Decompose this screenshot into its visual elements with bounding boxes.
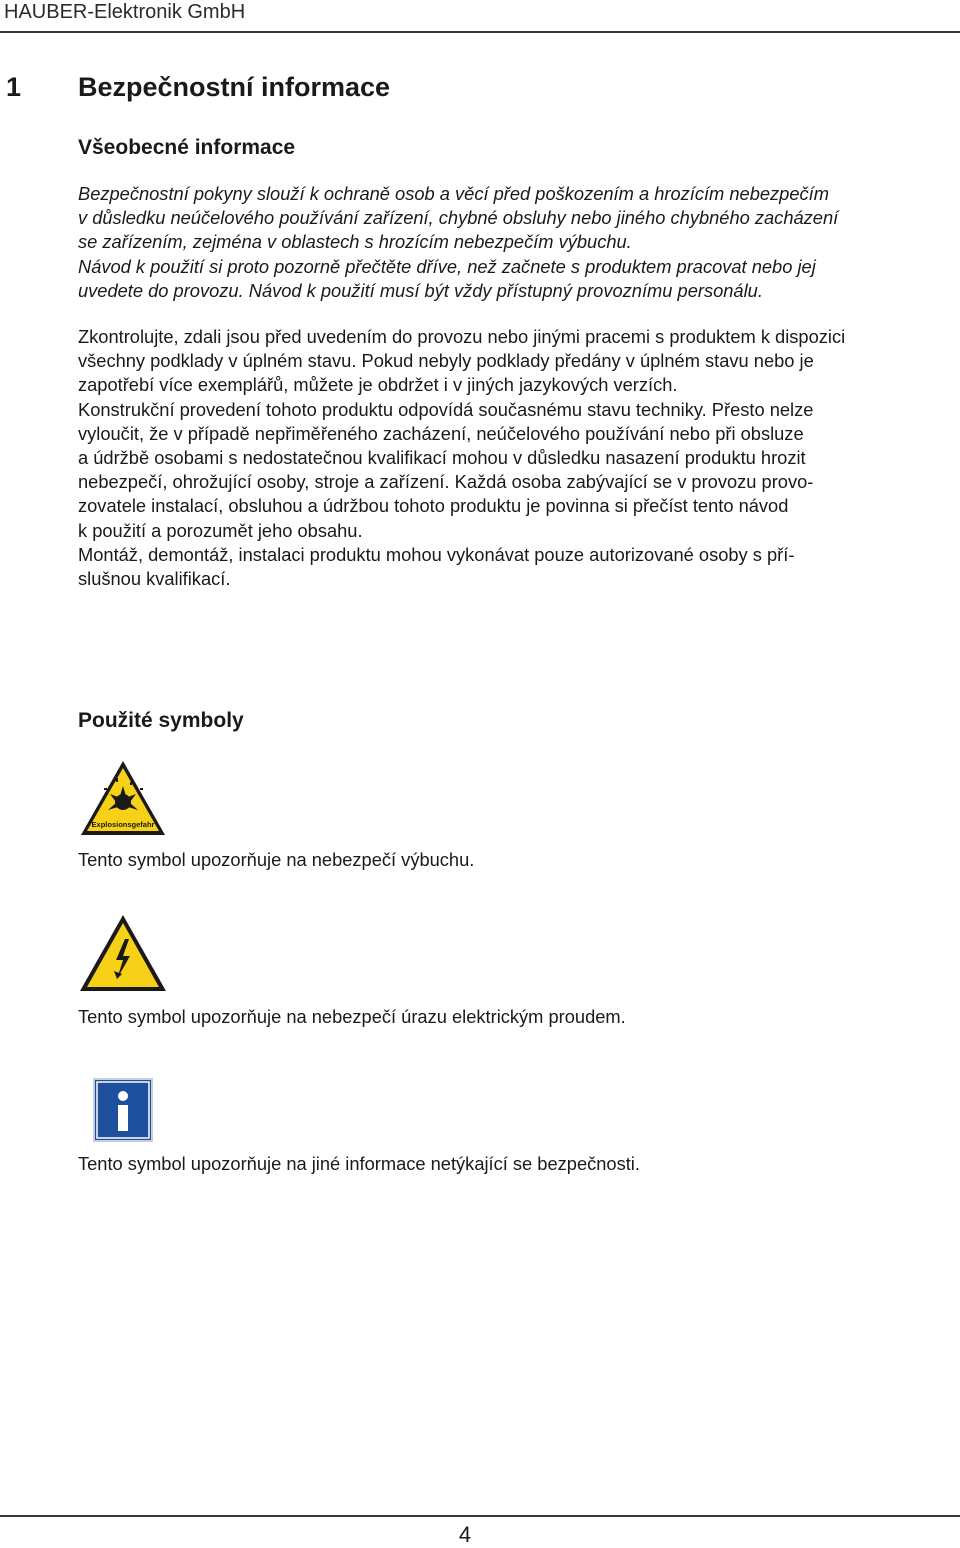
information-icon <box>93 1078 153 1142</box>
text-line: zovatele instalací, obsluhou a údržbou tohoto produktu je povinna si přečíst tento návod <box>78 495 789 517</box>
text-line: Konstrukční provedení tohoto produktu odpovídá současnému stavu techniky. Přesto nelze <box>78 398 814 420</box>
explosion-warning-icon <box>78 758 168 838</box>
text-line: Montáž, demontáž, instalaci produktu mohou vykonávat pouze autorizované osoby s pří- <box>78 543 795 565</box>
chapter-title: Bezpečnostní informace <box>78 72 391 102</box>
section-heading-symbols: Použité symboly <box>78 709 244 732</box>
high-voltage-warning-icon <box>78 913 168 993</box>
text-line: a údržbě osobami s nedostatečnou kvalifikací mohou v důsledku nasazení produktu hrozit <box>78 447 806 469</box>
text-line: uvedete do provozu. Návod k použití musí být vždy přístupný provoznímu personálu. <box>78 279 763 301</box>
electric-symbol-caption: Tento symbol upozorňuje na nebezpečí úrazu elektrickým proudem. <box>78 1006 626 1027</box>
text-line: v důsledku neúčelového používání zařízení, chybné obsluhy nebo jiného chybného zacházení <box>78 207 839 229</box>
header-divider <box>0 31 960 33</box>
footer-divider <box>0 1515 960 1517</box>
safety-intro-paragraph <box>78 182 948 303</box>
explosion-symbol-caption: Tento symbol upozorňuje na nebezpečí výbuchu. <box>78 849 475 870</box>
text-line: k použití a porozumět jeho obsahu. <box>78 519 363 541</box>
text-line: se zařízením, zejména v oblastech s hrozícím nebezpečím výbuchu. <box>78 231 632 253</box>
text-line: Bezpečnostní pokyny slouží k ochraně osob a věcí před poškozením a hrozícím nebezpečím <box>78 183 829 204</box>
text-line: všechny podklady v úplném stavu. Pokud nebyly podklady předány v úplném stavu nebo je <box>78 350 814 372</box>
page-number: 4 <box>458 1522 472 1547</box>
text-line: Zkontrolujte, zdali jsou před uvedením do provozu nebo jinými pracemi s produktem k dispozici <box>78 326 846 347</box>
explosion-sign-text: Explosionsgefahr <box>91 820 155 829</box>
text-line: nebezpečí, ohrožující osoby, stroje a zařízení. Každá osoba zabývající se v provozu provo- <box>78 471 814 493</box>
general-info-paragraph <box>78 325 948 591</box>
text-line: slušnou kvalifikací. <box>78 568 231 590</box>
text-line: vyloučit, že v případě nepřiměřeného zacházení, neúčelového používání nebo při obsluze <box>78 422 804 444</box>
section-heading-general: Všeobecné informace <box>78 136 296 159</box>
info-symbol-caption: Tento symbol upozorňuje na jiné informace netýkající se bezpečnosti. <box>78 1153 640 1174</box>
text-line: zapotřebí více exemplářů, můžete je obdržet i v jiných jazykových verzích. <box>78 374 678 396</box>
chapter-number: 1 <box>6 72 22 102</box>
text-line: Návod k použití si proto pozorně přečtěte dříve, než začnete s produktem pracovat nebo jej <box>78 255 816 277</box>
company-name: HAUBER-Elektronik GmbH <box>4 1 246 23</box>
